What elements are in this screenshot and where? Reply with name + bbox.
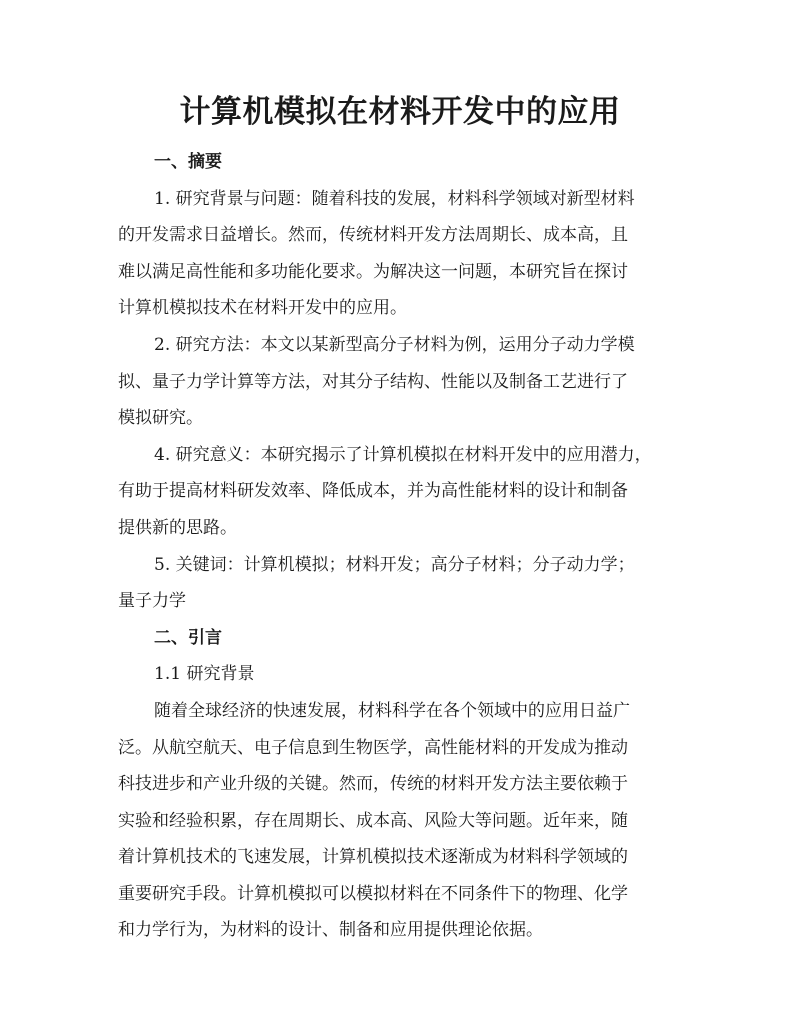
section-heading-introduction: 二、引言: [154, 627, 222, 648]
section-heading-abstract: 一、摘要: [154, 152, 222, 172]
abstract-item-4-line-3: 提供新的思路。: [118, 517, 237, 538]
intro-paragraph-line-7: 和力学行为，为材料的设计、制备和应用提供理论依据。: [118, 920, 543, 941]
intro-paragraph-line-2: 泛。从航空航天、电子信息到生物医学，高性能材料的开发成为推动: [118, 737, 628, 758]
intro-paragraph-line-3: 科技进步和产业升级的关键。然而，传统的材料开发方法主要依赖于: [118, 774, 628, 795]
abstract-item-2-line-1: 2. 研究方法：本文以某新型高分子材料为例，运用分子动力学模: [154, 334, 635, 355]
intro-paragraph-line-4: 实验和经验积累，存在周期长、成本高、风险大等问题。近年来，随: [118, 810, 628, 831]
abstract-item-4-line-1: 4. 研究意义：本研究揭示了计算机模拟在材料开发中的应用潜力，: [154, 444, 652, 465]
abstract-item-2-line-3: 模拟研究。: [118, 408, 203, 429]
abstract-item-5-line-2: 量子力学: [118, 591, 186, 612]
abstract-item-4-line-2: 有助于提高材料研发效率、降低成本，并为高性能材料的设计和制备: [118, 481, 628, 502]
abstract-item-1-line-2: 的开发需求日益增长。然而，传统材料开发方法周期长、成本高，且: [118, 225, 628, 246]
abstract-item-1-line-3: 难以满足高性能和多功能化要求。为解决这一问题，本研究旨在探讨: [118, 261, 628, 282]
page-title: 计算机模拟在材料开发中的应用: [179, 94, 621, 130]
abstract-item-1-line-4: 计算机模拟技术在材料开发中的应用。: [118, 298, 407, 319]
abstract-item-2-line-2: 拟、量子力学计算等方法，对其分子结构、性能以及制备工艺进行了: [118, 371, 628, 392]
intro-paragraph-line-5: 着计算机技术的飞速发展，计算机模拟技术逐渐成为材料科学领域的: [118, 847, 628, 868]
abstract-item-1-line-1: 1. 研究背景与问题：随着科技的发展，材料科学领域对新型材料: [154, 188, 635, 209]
abstract-item-5-line-1: 5. 关键词：计算机模拟；材料开发；高分子材料；分子动力学；: [154, 554, 635, 575]
subheading-research-background: 1.1 研究背景: [154, 664, 255, 685]
intro-paragraph-line-1: 随着全球经济的快速发展，材料科学在各个领域中的应用日益广: [154, 700, 630, 721]
document-body: [118, 144, 684, 949]
intro-paragraph-line-6: 重要研究手段。计算机模拟可以模拟材料在不同条件下的物理、化学: [118, 883, 628, 904]
